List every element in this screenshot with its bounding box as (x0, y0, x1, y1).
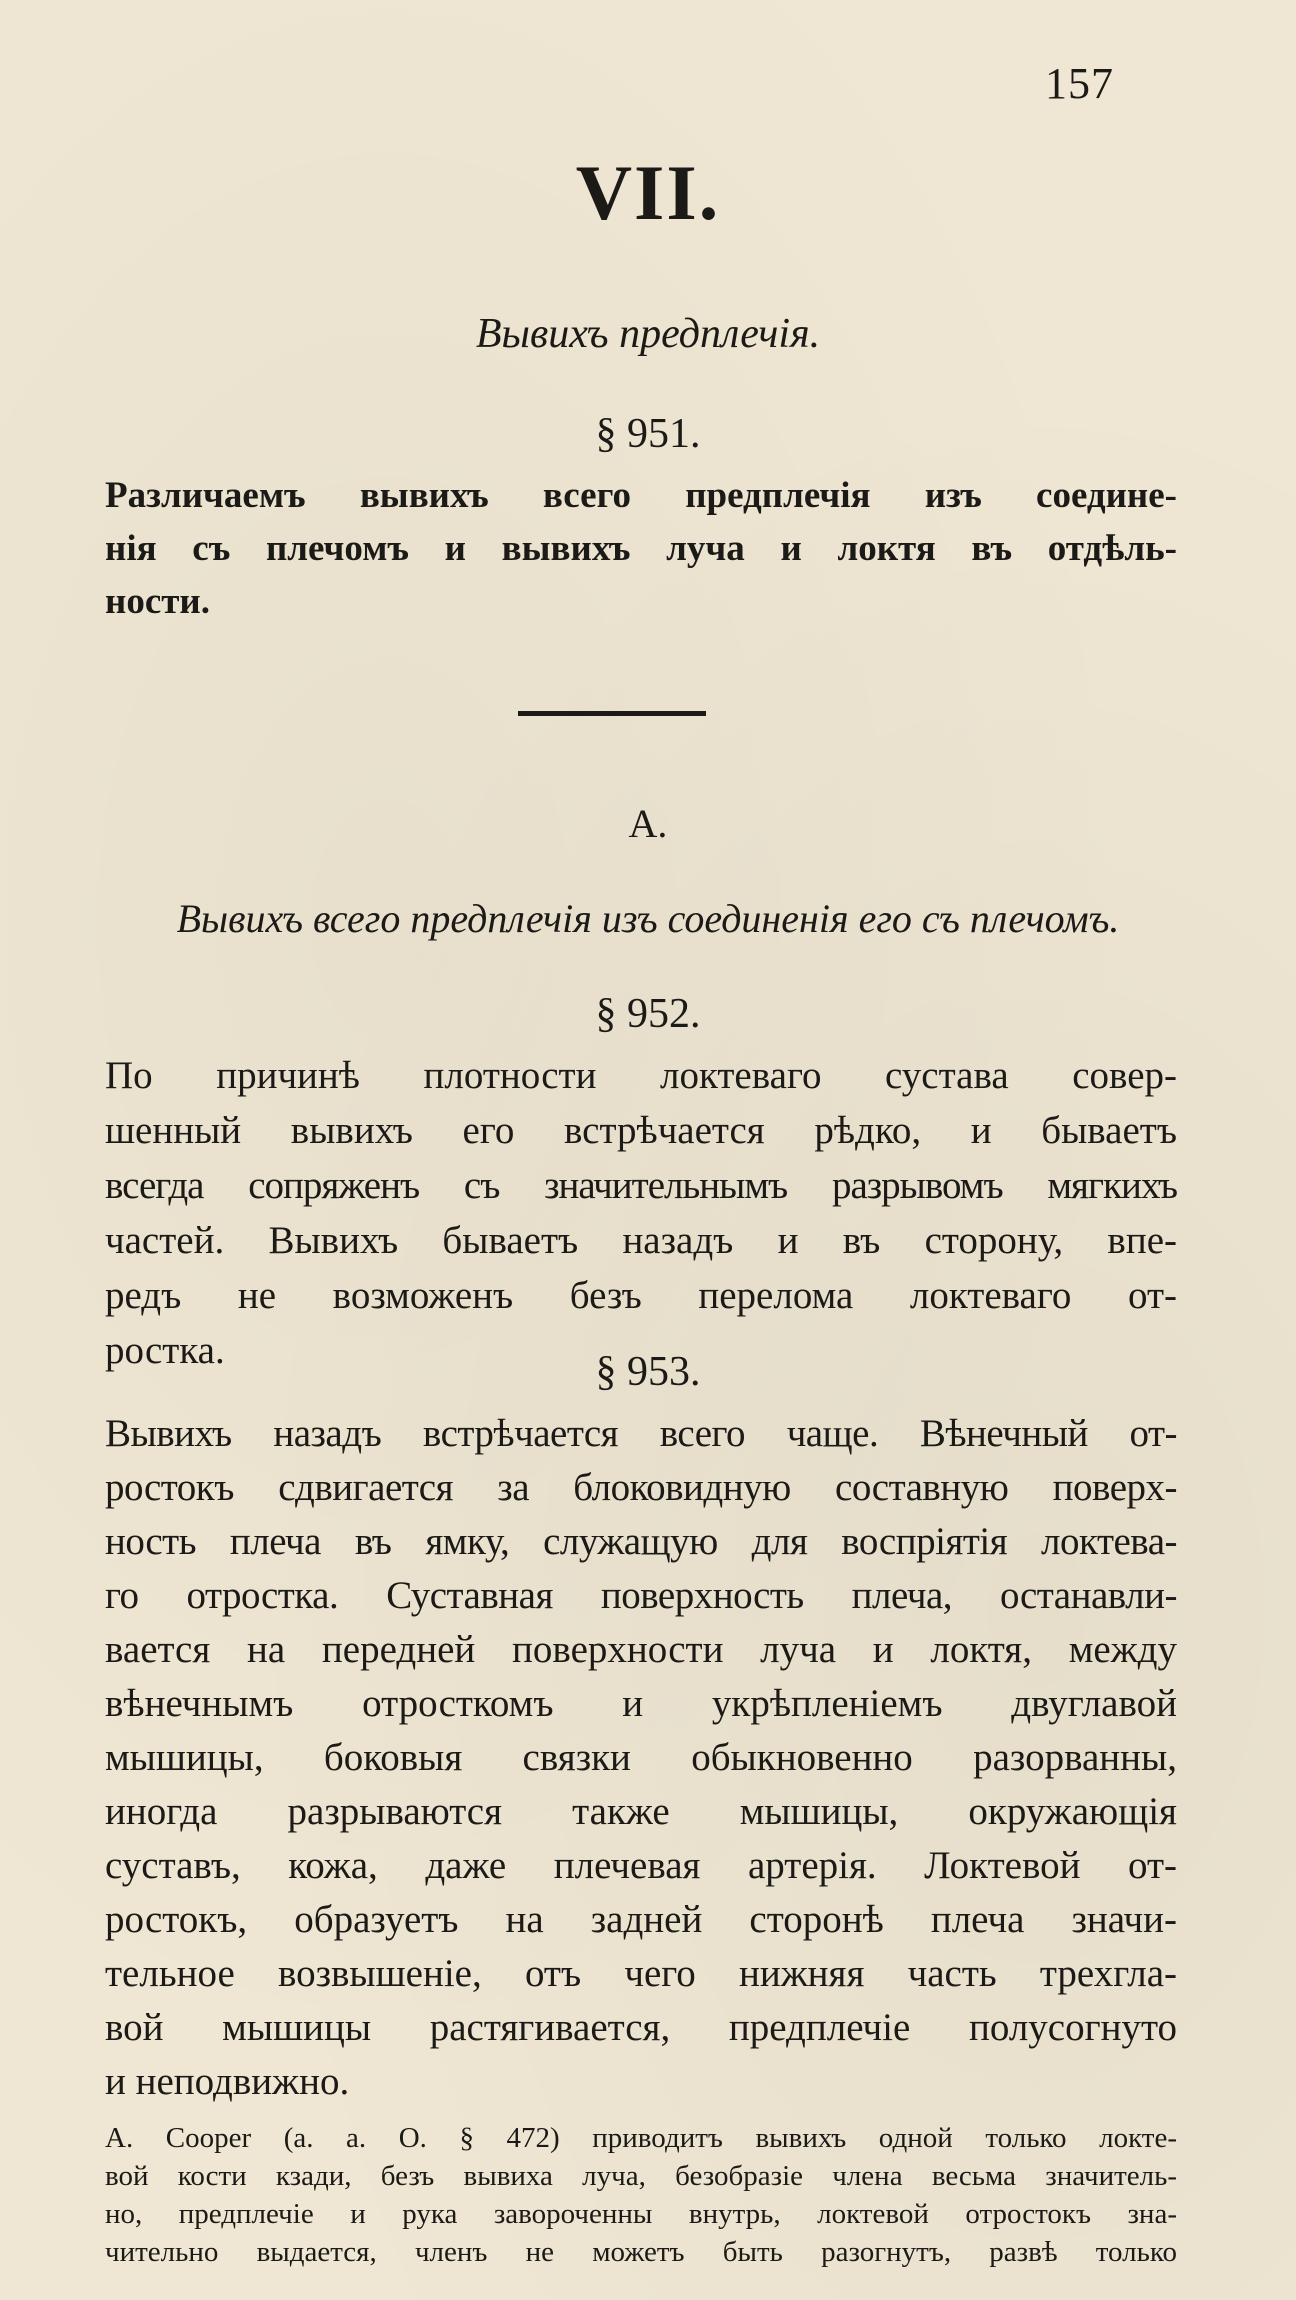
text-line: ность плеча въ ямку, служащую для воспріятія локтева- (105, 1520, 1177, 1563)
text-line: вой мышицы растягивается, предплечіе полусогнуто (105, 2006, 1177, 2049)
section-953-mark: § 953. (595, 1349, 701, 1395)
section-952-mark: § 952. (595, 991, 701, 1037)
part-title: Вывихъ всего предплечія изъ соединенія его съ плечомъ. (176, 896, 1120, 941)
chapter-title: Вывихъ предплечія. (475, 311, 821, 357)
text-line: тельное возвышеніе, отъ чего нижняя часть трехгла- (105, 1952, 1177, 1995)
chapter-number: VII. (575, 149, 721, 236)
text-line: ростка. (105, 1329, 225, 1372)
part-letter: A. (628, 801, 668, 846)
text-line: Различаемъ вывихъ всего предплечія изъ соедине- (105, 475, 1177, 516)
footnote-line: A. Cooper (a. a. O. § 472) приводитъ вывихъ одной только локте- (105, 2122, 1177, 2154)
text-line: нія съ плечомъ и вывихъ луча и локтя въ отдѣль- (105, 528, 1177, 569)
text-line: и неподвижно. (105, 2060, 350, 2103)
footnote-line: вой кости кзади, безъ вывиха луча, безобразіе члена весьма значитель- (105, 2160, 1177, 2192)
text-line: ности. (105, 581, 210, 622)
section-951-mark: § 951. (595, 411, 701, 457)
footnote-line: чительно выдается, членъ не можетъ быть разогнутъ, развѣ только (105, 2236, 1177, 2268)
text-line: ростокъ сдвигается за блоковидную составную поверх- (105, 1466, 1177, 1509)
text-line: иногда разрываются также мышицы, окружающія (105, 1790, 1177, 1833)
section-divider (518, 711, 706, 716)
text-line: Вывихъ назадъ встрѣчается всего чаще. Вѣнечный от- (105, 1412, 1177, 1455)
text-line: мышицы, боковыя связки обыкновенно разорванны, (105, 1736, 1177, 1779)
text-line: всегда сопряженъ съ значительнымъ разрывомъ мягкихъ (105, 1164, 1177, 1207)
text-line: редъ не возможенъ безъ перелома локтеваго от- (105, 1274, 1177, 1317)
text-line: суставъ, кожа, даже плечевая артерія. Локтевой от- (105, 1844, 1177, 1887)
text-line: ростокъ, образуетъ на задней сторонѣ плеча значи- (105, 1898, 1177, 1941)
text-line: По причинѣ плотности локтеваго сустава совер- (105, 1054, 1177, 1097)
text-line: частей. Вывихъ бываетъ назадъ и въ сторону, впе- (105, 1219, 1177, 1262)
text-line: вается на передней поверхности луча и локтя, между (105, 1628, 1177, 1671)
footnote-line: но, предплечіе и рука завороченны внутрь, локтевой отростокъ зна- (105, 2198, 1177, 2230)
page-number: 157 (1045, 59, 1114, 108)
text-line: вѣнечнымъ отросткомъ и укрѣпленіемъ двуглавой (105, 1682, 1177, 1725)
text-line: шенный вывихъ его встрѣчается рѣдко, и бываетъ (105, 1109, 1177, 1152)
text-line: го отростка. Суставная поверхность плеча, останавли- (105, 1574, 1177, 1617)
